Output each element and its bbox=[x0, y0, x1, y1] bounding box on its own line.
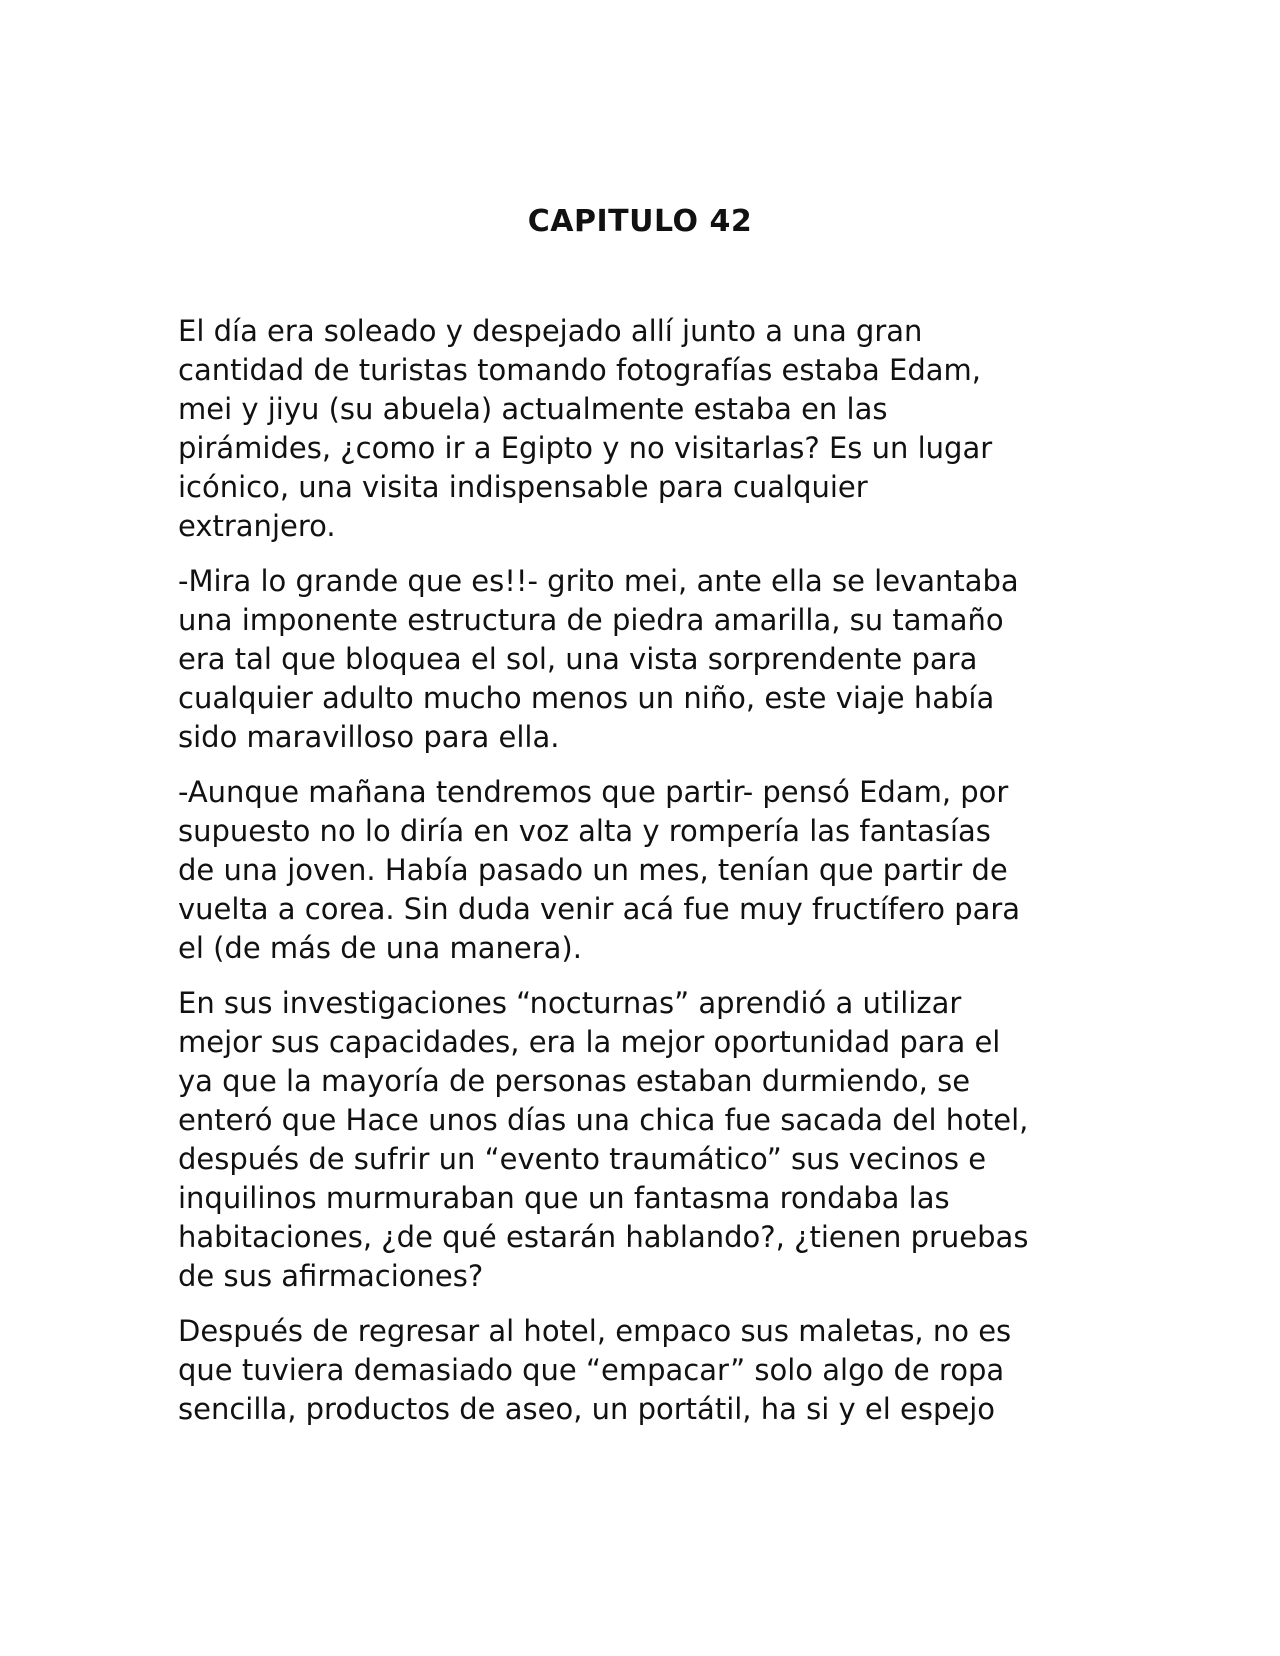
paragraph-4 bbox=[178, 984, 1108, 1296]
paragraph-2 bbox=[178, 562, 1108, 757]
text-line: de sus afirmaciones? bbox=[178, 1259, 484, 1293]
text-line: una imponente estructura de piedra amarilla, su tamaño bbox=[178, 603, 1004, 637]
text-line: mei y jiyu (su abuela) actualmente estaba en las bbox=[178, 392, 888, 426]
text-line: cantidad de turistas tomando fotografías estaba Edam, bbox=[178, 353, 981, 387]
text-line: cualquier adulto mucho menos un niño, este viaje había bbox=[178, 681, 995, 715]
text-line: sencilla, productos de aseo, un portátil, ha si y el espejo bbox=[178, 1392, 995, 1426]
text-line: de una joven. Había pasado un mes, tenían que partir de bbox=[178, 853, 1008, 887]
text-line: extranjero. bbox=[178, 509, 336, 543]
text-line: vuelta a corea. Sin duda venir acá fue muy fructífero para bbox=[178, 892, 1021, 926]
text-line: El día era soleado y despejado allí junto a una gran bbox=[178, 314, 923, 348]
paragraph-5 bbox=[178, 1312, 1108, 1429]
paragraph-1 bbox=[178, 312, 1108, 546]
paragraph-3 bbox=[178, 773, 1108, 968]
text-line: era tal que bloquea el sol, una vista sorprendente para bbox=[178, 642, 978, 676]
text-line: -Aunque mañana tendremos que partir- pensó Edam, por bbox=[178, 775, 1009, 809]
text-line: Después de regresar al hotel, empaco sus maletas, no es bbox=[178, 1314, 1012, 1348]
text-line: -Mira lo grande que es!!- grito mei, ante ella se levantaba bbox=[178, 564, 1019, 598]
text-line: ya que la mayoría de personas estaban durmiendo, se bbox=[178, 1064, 971, 1098]
text-line: habitaciones, ¿de qué estarán hablando?, ¿tienen pruebas bbox=[178, 1220, 1029, 1254]
text-line: En sus investigaciones “nocturnas” aprendió a utilizar bbox=[178, 986, 962, 1020]
text-line: sido maravilloso para ella. bbox=[178, 720, 560, 754]
text-line: el (de más de una manera). bbox=[178, 931, 582, 965]
text-line: icónico, una visita indispensable para cualquier bbox=[178, 470, 868, 504]
text-line: mejor sus capacidades, era la mejor oportunidad para el bbox=[178, 1025, 1001, 1059]
chapter-body bbox=[178, 312, 1108, 1445]
text-line: pirámides, ¿como ir a Egipto y no visitarlas? Es un lugar bbox=[178, 431, 993, 465]
text-line: después de sufrir un “evento traumático” sus vecinos e bbox=[178, 1142, 987, 1176]
chapter-title: CAPITULO 42 bbox=[527, 204, 753, 239]
text-line: enteró que Hace unos días una chica fue sacada del hotel, bbox=[178, 1103, 1029, 1137]
text-line: supuesto no lo diría en voz alta y rompería las fantasías bbox=[178, 814, 991, 848]
text-line: que tuviera demasiado que “empacar” solo algo de ropa bbox=[178, 1353, 1005, 1387]
text-line: inquilinos murmuraban que un fantasma rondaba las bbox=[178, 1181, 950, 1215]
